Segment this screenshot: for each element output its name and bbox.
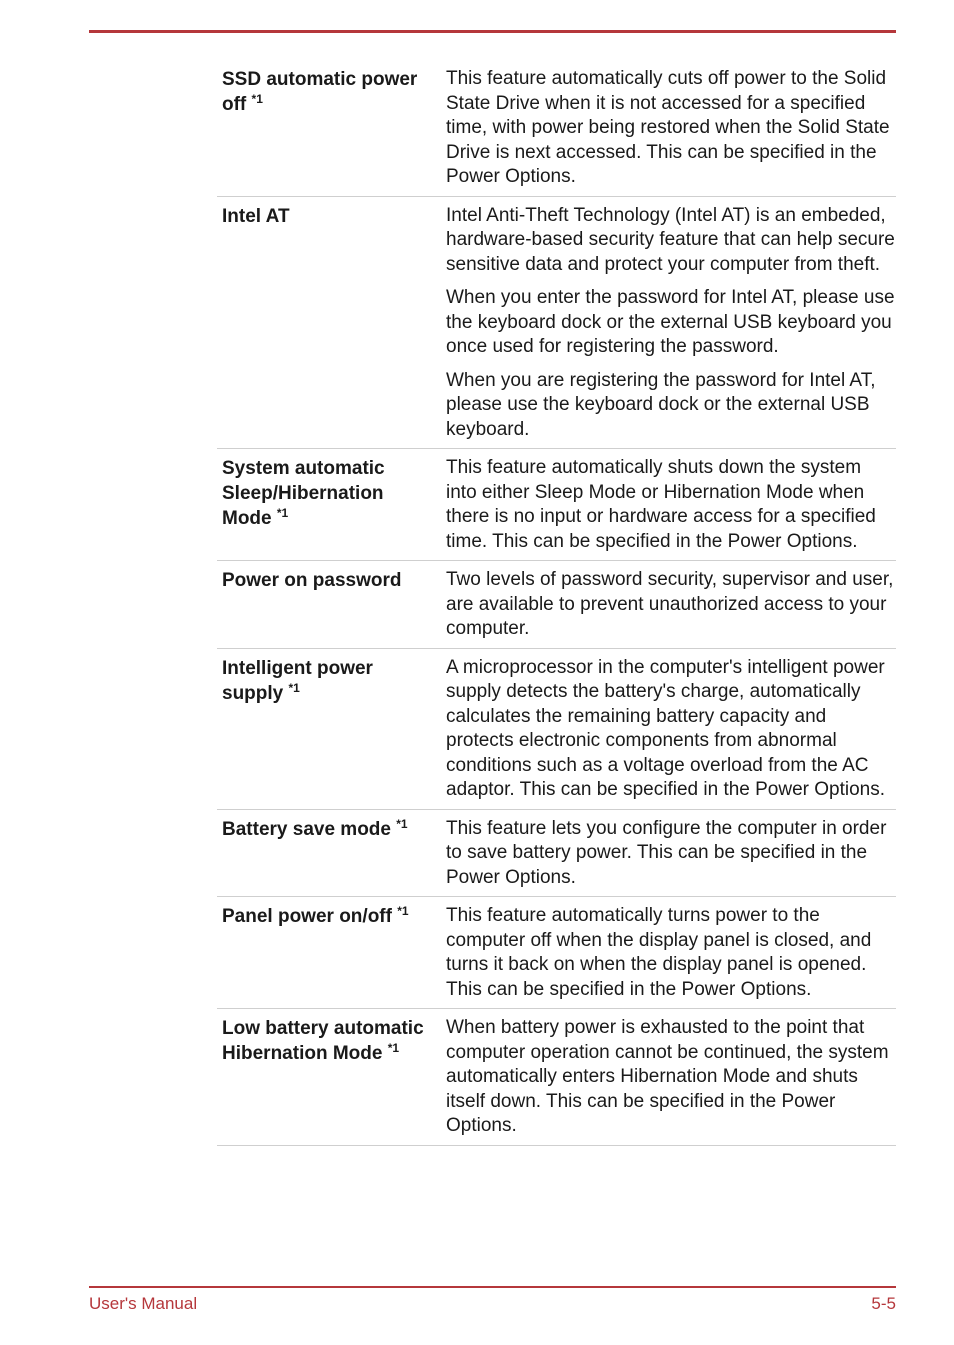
description-paragraph: When you are registering the password for Intel AT, please use the keyboard dock or the external USB keyboard. <box>446 369 876 440</box>
feature-term <box>217 817 441 891</box>
feature-term <box>217 904 441 1002</box>
footnote-marker: *1 <box>396 816 408 831</box>
feature-term-label: Power on password <box>222 570 402 591</box>
description-paragraph: Two levels of password security, supervisor and user, are available to prevent unauthorized access to your computer. <box>446 569 894 639</box>
header-rule <box>89 30 896 33</box>
description-paragraph: This feature automatically turns power to the computer off when the display panel is closed, and turns it back on when the display panel is opened. This can be specified in the Power Options. <box>446 905 872 1000</box>
feature-term-label: Intel AT <box>222 205 290 227</box>
footnote-marker: *1 <box>397 904 409 918</box>
feature-term <box>217 67 441 190</box>
description-paragraph: Intel Anti-Theft Technology (Intel AT) is an embeded, hardware-based security feature that can help secure sensitive data and protect your computer from theft. <box>446 204 895 275</box>
feature-description <box>441 904 896 1002</box>
footnote-marker: *1 <box>276 506 289 520</box>
feature-description <box>441 568 896 642</box>
description-paragraph: This feature automatically shuts down the system into either Sleep Mode or Hibernation Mode when there is no input or hardware access for a specified time. This can be specified in the Power Options. <box>446 457 876 552</box>
table-row <box>217 817 896 898</box>
feature-term-label: System automatic Sleep/Hibernation Mode <box>222 458 385 529</box>
footnote-marker: *1 <box>387 1041 400 1055</box>
feature-description <box>441 67 896 190</box>
feature-description <box>441 656 896 803</box>
table-row <box>217 204 896 450</box>
footer-title: User's Manual <box>89 1294 198 1313</box>
description-paragraph: A microprocessor in the computer's intelligent power supply detects the battery's charge, automatically calculates the remaining battery capacity and protects electronic components from abnormal conditions such as a voltage overload from the AC adaptor. This can be specified in the Power Options. <box>446 656 886 800</box>
feature-term-label: SSD automatic power off <box>222 69 418 115</box>
feature-term <box>217 656 441 803</box>
feature-description <box>441 204 896 443</box>
footer-rule <box>89 1286 896 1288</box>
feature-description <box>441 817 896 891</box>
feature-term <box>217 1016 441 1139</box>
feature-table <box>217 67 896 1153</box>
table-row <box>217 904 896 1009</box>
feature-term-label: Battery save mode <box>222 818 391 840</box>
feature-description <box>441 456 896 554</box>
footnote-marker: *1 <box>251 92 263 106</box>
feature-term-label: Low battery automatic Hibernation Mode <box>222 1018 424 1064</box>
feature-term <box>217 456 441 554</box>
feature-term-label: Intelligent power supply <box>222 657 373 704</box>
feature-description <box>441 1016 896 1139</box>
table-row <box>217 1016 896 1146</box>
page-number: 5-5 <box>871 1294 896 1313</box>
description-paragraph: This feature lets you configure the computer in order to save battery power. This can be specified in the Power Options. <box>446 817 887 888</box>
feature-term <box>217 568 441 642</box>
description-paragraph: When you enter the password for Intel AT, please use the keyboard dock or the external USB keyboard you once used for registering the password. <box>446 287 895 357</box>
feature-term-label: Panel power on/off <box>222 906 392 927</box>
table-row <box>217 456 896 561</box>
description-paragraph: This feature automatically cuts off power to the Solid State Drive when it is not accessed for a specified time, with power being restored when the Solid State Drive is next accessed. This can be specified in the Power Options. <box>446 68 890 187</box>
feature-term <box>217 204 441 443</box>
description-paragraph: When battery power is exhausted to the point that computer operation cannot be continued, the system automatically enters Hibernation Mode and shuts itself down. This can be specified in the Power Options. <box>446 1017 889 1136</box>
table-row <box>217 656 896 810</box>
footnote-marker: *1 <box>288 680 300 695</box>
table-row <box>217 67 896 197</box>
table-row <box>217 568 896 649</box>
